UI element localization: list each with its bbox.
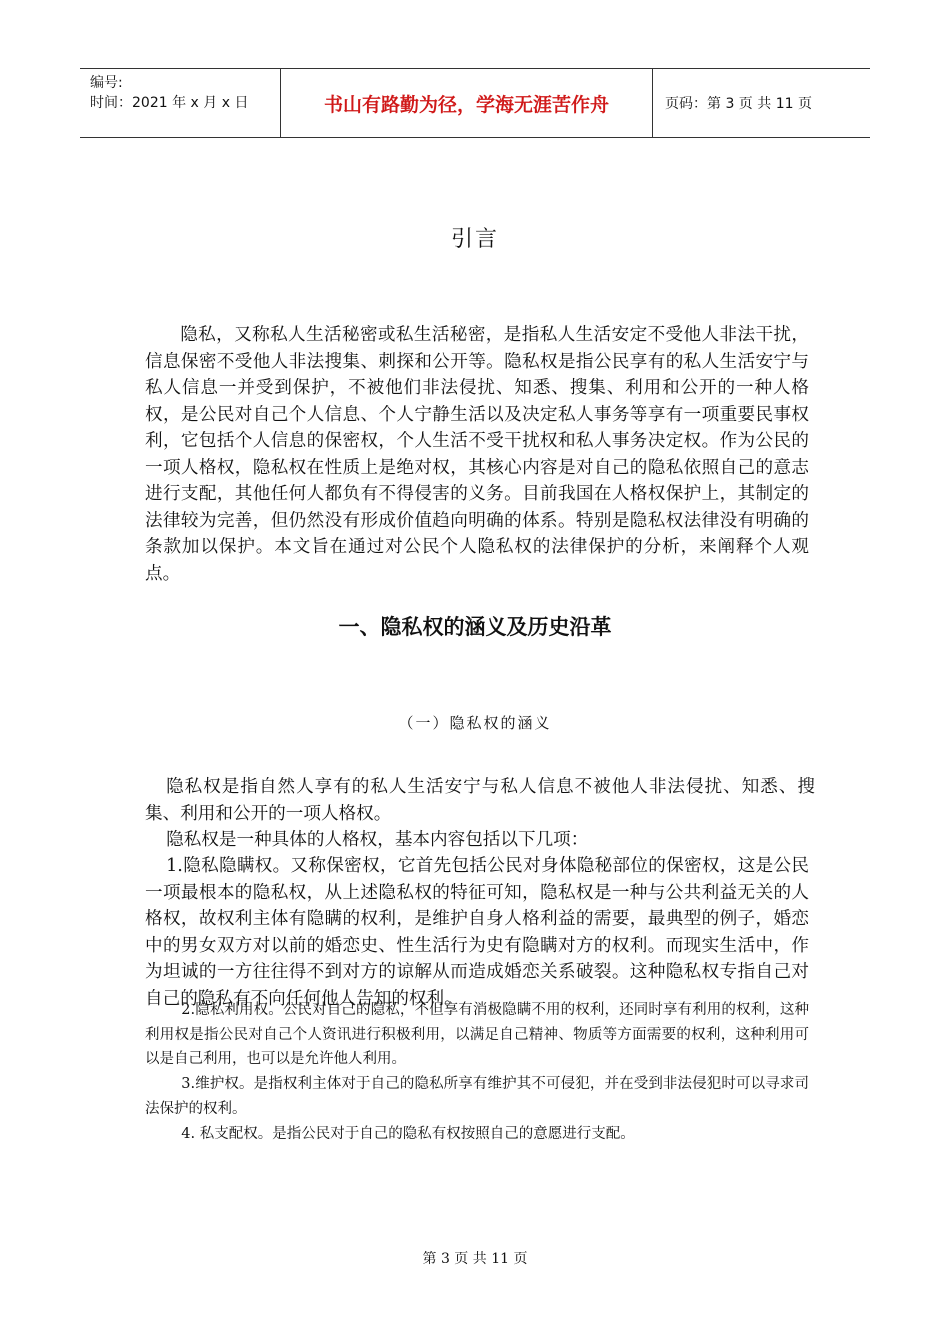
header-page-info: 页码：第 3 页 共 11 页 [665, 96, 812, 112]
list-item-3 [145, 1072, 809, 1121]
header-left-cell [80, 69, 281, 137]
intro-paragraph-text: 隐私，又称私人生活秘密或私生活秘密，是指私人生活安定不受他人非法干扰，信息保密不受他人非法搜集、刺探和公开等。隐私权是指公民享有的私人生活安宁与私人信息一并受到保护，不被他们非法侵扰、知悉、搜集、利用和公开的一种人格权，是公民对自己个人信息、个人宁静生活以及决定私人事务等享有一项重要民事权利，它包括个人信息的保密权，个人生活不受干扰权和私人事务决定权。作为公民的一项人格权，隐私权在性质上是绝对权，其核心内容是对自己的隐私依照自己的意志进行支配，其他任何人都负有不得侵害的义务。目前我国在人格权保护上，其制定的法律较为完善，但仍然没有形成价值趋向明确的体系。特别是隐私权法律没有明确的条款加以保护。本文旨在通过对公民个人隐私权的法律保护的分析，来阐释个人观点。 [145, 325, 809, 584]
section-heading: 一、隐私权的涵义及历史沿革 [338, 615, 612, 639]
subsection-heading: （一）隐私权的涵义 [398, 714, 552, 732]
page-header-table [80, 68, 870, 138]
list-item-3-text: 3.维护权。是指权利主体对于自己的隐私所享有维护其不可侵犯，并在受到非法侵犯时可以寻求司法保护的权利。 [145, 1076, 809, 1117]
list-item-1 [145, 853, 809, 1012]
header-motto: 书山有路勤为径，学海无涯苦作舟 [281, 69, 653, 137]
list-item-1-text: 1.隐私隐瞒权。又称保密权，它首先包括公民对身体隐秘部位的保密权，这是公民一项最根本的隐私权，从上述隐私权的特征可知，隐私权是一种与公共利益无关的人格权，故权利主体有隐瞒的权利，是维护自身人格利益的需要，最典型的例子，婚恋中的男女双方对以前的婚恋史、性生活行为史有隐瞒对方的权利。而现实生活中，作为坦诚的一方往往得不到对方的谅解从而造成婚恋关系破裂。这种隐私权专指自己对自己的隐私有不向任何他人告知的权利。 [145, 856, 809, 1009]
document-time-label: 时间：2021 年 x 月 x 日 [90, 95, 249, 111]
list-item-4-text: 4. 私支配权。是指公民对于自己的隐私有权按照自己的意愿进行支配。 [181, 1126, 635, 1142]
definition-text: 隐私权是指自然人享有的私人生活安宁与私人信息不被他人非法侵扰、知悉、搜集、利用和公开的一项人格权。 [145, 777, 815, 824]
list-item-2 [145, 998, 809, 1072]
page-footer: 第 3 页 共 11 页 [422, 1251, 528, 1267]
content-intro-text: 隐私权是一种具体的人格权，基本内容包括以下几项： [166, 830, 589, 850]
intro-paragraph [145, 322, 809, 587]
definition-paragraph [145, 774, 815, 827]
intro-title: 引言 [450, 227, 499, 252]
content-intro-paragraph [145, 827, 815, 854]
document-code-label: 编号: [90, 75, 123, 91]
list-item-2-text: 2.隐私利用权。公民对自己的隐私，不但享有消极隐瞒不用的权利，还同时享有利用的权利，这种利用权是指公民对自己个人资讯进行积极利用，以满足自己精神、物质等方面需要的权利，这种利用可以是自己利用，也可以是允许他人利用。 [145, 1002, 809, 1067]
list-item-4 [145, 1122, 809, 1147]
